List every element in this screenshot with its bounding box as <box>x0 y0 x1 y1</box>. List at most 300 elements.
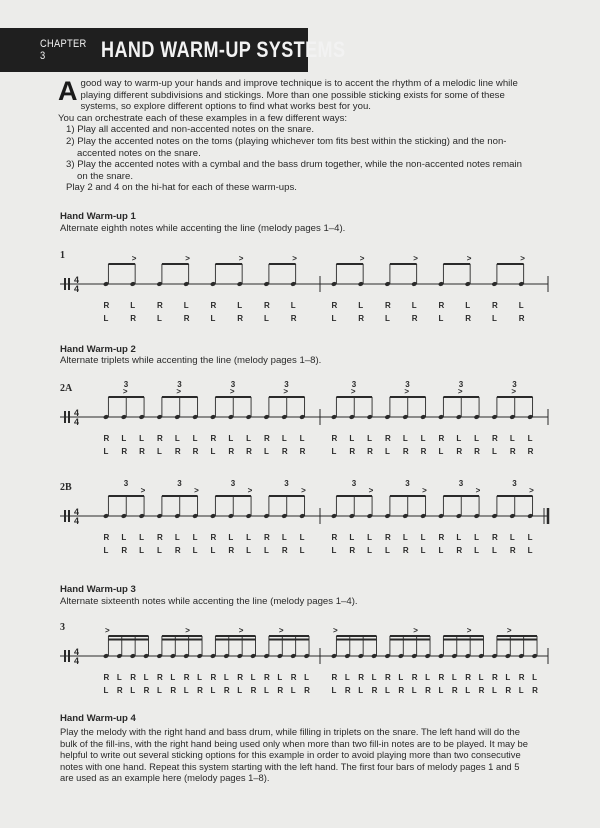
beam <box>215 635 255 637</box>
sticking-bottom: L <box>264 447 269 456</box>
list-item: 1) Play all accented and non-accented notes on the snare. <box>66 124 315 136</box>
sticking-bottom: R <box>358 314 365 323</box>
sticking-top: L <box>174 533 180 542</box>
sticking-top: R <box>157 533 163 542</box>
sticking-top: R <box>518 673 525 682</box>
sticking-bottom: L <box>492 686 497 695</box>
time-signature-bottom: 4 <box>74 516 80 526</box>
sticking-bottom: L <box>264 686 269 695</box>
sticking-bottom: R <box>456 447 463 456</box>
sticking-top: L <box>290 301 296 310</box>
sticking-top: R <box>210 434 217 443</box>
sticking-bottom: R <box>174 546 181 555</box>
percussion-clef <box>64 510 66 522</box>
sticking-bottom: L <box>130 686 136 695</box>
beam <box>162 263 189 265</box>
sticking-top: R <box>290 673 297 682</box>
sticking-top: L <box>509 434 515 443</box>
beam <box>443 396 479 398</box>
beam <box>443 495 479 497</box>
time-signature-top: 4 <box>74 647 80 657</box>
sticking-bottom: R <box>425 686 431 695</box>
sticking-bottom: L <box>103 314 109 323</box>
sticking-top: L <box>281 434 287 443</box>
sticking-bottom: L <box>183 686 189 695</box>
notation-system-3 <box>56 616 556 700</box>
sticking-top: L <box>349 533 355 542</box>
accent-mark: > <box>511 387 517 396</box>
beam <box>497 396 533 398</box>
time-signature-bottom: 4 <box>74 417 80 427</box>
sticking-top: L <box>250 673 256 682</box>
sticking-bottom: R <box>237 314 244 323</box>
sticking-bottom: R <box>474 447 480 456</box>
sticking-top: R <box>157 434 163 443</box>
sticking-bottom: L <box>438 447 444 456</box>
sticking-bottom: R <box>420 447 427 456</box>
accent-mark: > <box>238 626 244 635</box>
sticking-top: R <box>264 301 270 310</box>
sticking-top: R <box>157 301 163 310</box>
chapter-header <box>0 28 346 72</box>
accent-mark: > <box>368 486 374 495</box>
sticking-bottom: R <box>139 447 145 456</box>
sticking-top: L <box>246 533 252 542</box>
sticking-top: L <box>367 434 373 443</box>
sticking-top: L <box>367 533 373 542</box>
sticking-top: R <box>438 533 445 542</box>
sticking-top: L <box>228 434 234 443</box>
sticking-top: L <box>130 301 136 310</box>
sticking-bottom: L <box>385 686 390 695</box>
sticking-top: R <box>331 301 338 310</box>
beam <box>390 263 417 265</box>
sticking-top: L <box>527 434 533 443</box>
sticking-top: L <box>532 673 538 682</box>
sticking-bottom: R <box>509 447 516 456</box>
sticking-top: R <box>210 301 217 310</box>
sticking-top: R <box>492 434 498 443</box>
beam <box>269 396 305 398</box>
sticking-top: R <box>264 673 270 682</box>
warmup-2-title: Hand Warm-up 2 <box>60 344 136 355</box>
drop-cap: A <box>58 76 78 106</box>
beam <box>108 495 144 497</box>
beam <box>269 635 309 637</box>
sticking-bottom: L <box>367 546 373 555</box>
sticking-top: R <box>492 673 498 682</box>
sticking-bottom: L <box>438 686 444 695</box>
sticking-bottom: L <box>210 447 216 456</box>
sticking-bottom: L <box>358 686 364 695</box>
beam <box>269 495 305 497</box>
sticking-top: L <box>402 533 408 542</box>
accent-mark: > <box>105 626 110 635</box>
sticking-bottom: L <box>492 546 497 555</box>
sticking-bottom: R <box>281 447 288 456</box>
system-label: 2A <box>60 383 73 394</box>
sticking-bottom: L <box>264 546 269 555</box>
sticking-bottom: L <box>103 546 109 555</box>
sticking-bottom: L <box>420 546 426 555</box>
warmup-4-title: Hand Warm-up 4 <box>60 713 136 724</box>
sticking-bottom: R <box>228 447 235 456</box>
sticking-top: R <box>492 533 498 542</box>
beam <box>443 635 483 637</box>
sticking-bottom: L <box>438 314 444 323</box>
sticking-top: R <box>385 533 391 542</box>
sticking-top: L <box>192 533 198 542</box>
beam <box>497 263 524 265</box>
sticking-bottom: L <box>192 546 198 555</box>
sticking-top: L <box>170 673 176 682</box>
sticking-top: L <box>456 434 462 443</box>
sticking-bottom: L <box>157 314 162 323</box>
sticking-bottom: L <box>385 447 390 456</box>
sticking-top: L <box>420 533 426 542</box>
sticking-bottom: R <box>183 314 190 323</box>
sticking-bottom: L <box>385 314 390 323</box>
beam <box>443 639 483 641</box>
sticking-bottom: L <box>237 686 243 695</box>
sticking-bottom: R <box>121 546 128 555</box>
sticking-bottom: R <box>456 546 463 555</box>
accent-mark: > <box>140 486 146 495</box>
sticking-top: R <box>103 673 110 682</box>
sticking-bottom: R <box>349 546 356 555</box>
sticking-bottom: L <box>492 314 497 323</box>
sticking-bottom: R <box>143 686 150 695</box>
sticking-top: L <box>121 533 127 542</box>
sticking-top: L <box>299 434 305 443</box>
accent-mark: > <box>413 254 418 263</box>
sticking-top: R <box>465 673 472 682</box>
sticking-bottom: R <box>465 314 472 323</box>
beam <box>215 495 251 497</box>
sticking-bottom: L <box>331 447 337 456</box>
sticking-top: R <box>492 301 498 310</box>
sticking-bottom: L <box>246 546 252 555</box>
sticking-bottom: R <box>250 686 257 695</box>
sticking-bottom: L <box>331 314 337 323</box>
sticking-bottom: R <box>532 686 538 695</box>
beam <box>390 495 426 497</box>
sticking-top: R <box>210 533 217 542</box>
percussion-clef <box>68 650 70 662</box>
sticking-bottom: R <box>281 546 288 555</box>
sticking-bottom: L <box>103 447 109 456</box>
sticking-bottom: R <box>505 686 512 695</box>
accent-mark: > <box>185 254 190 263</box>
sticking-top: L <box>281 533 287 542</box>
accent-mark: > <box>506 626 512 635</box>
warmup-1-title: Hand Warm-up 1 <box>60 211 136 222</box>
sticking-top: R <box>331 533 338 542</box>
sticking-top: L <box>456 533 462 542</box>
tuplet-number: 3 <box>177 479 182 488</box>
sticking-top: L <box>474 434 480 443</box>
percussion-clef <box>68 411 70 423</box>
sticking-top: R <box>103 533 110 542</box>
sticking-bottom: L <box>518 686 524 695</box>
accent-mark: > <box>529 486 534 495</box>
sticking-top: L <box>398 673 404 682</box>
list-item: 2) Play the accented notes on the toms (playing whichever tom fits best within the sticking) and the non-accented notes on the snare. <box>66 135 507 159</box>
sticking-top: L <box>192 434 198 443</box>
percussion-clef <box>68 278 70 290</box>
tuplet-number: 3 <box>405 479 410 488</box>
accent-mark: > <box>292 254 297 263</box>
sticking-top: R <box>438 301 445 310</box>
accent-mark: > <box>359 254 365 263</box>
accent-mark: > <box>229 387 235 396</box>
notation-system-2b <box>56 476 556 560</box>
accent-mark: > <box>247 486 253 495</box>
intro-paragraph: good way to warm-up your hands and improve technique is to accent the rhythm of a melodic line while playing different subdivisions and stickings. More than one possible sticking exists for some of these systems, so explore different options to find what works best for you. <box>80 78 518 113</box>
sticking-bottom: R <box>197 686 203 695</box>
sticking-top: L <box>139 434 145 443</box>
sticking-bottom: L <box>157 686 162 695</box>
beam <box>108 639 148 641</box>
sticking-bottom: R <box>451 686 458 695</box>
sticking-top: L <box>228 533 234 542</box>
sticking-top: R <box>103 434 110 443</box>
tuplet-number: 3 <box>177 380 182 389</box>
accent-mark: > <box>350 387 356 396</box>
sticking-bottom: L <box>290 686 296 695</box>
sticking-top: L <box>478 673 484 682</box>
sticking-bottom: L <box>385 546 390 555</box>
accent-mark: > <box>185 626 190 635</box>
warmup-4-desc: Play the melody with the right hand and bass drum, while filling in triplets on the snare. The left hand will do the bulk of the fill-ins, with the right hand being used only when more than two fill-in notes are to be played. It may be helpful to write out several sticking options for this example in order to avoid playing more than two consecutive notes with one hand. Repeat this system starting with the left hand. The first four bars of melody pages 1 and 5 are used as an example here (melody pages 1–8). <box>60 726 528 784</box>
sticking-bottom: L <box>474 546 480 555</box>
beam <box>336 639 376 641</box>
tuplet-number: 3 <box>458 479 464 488</box>
beam <box>443 263 470 265</box>
sticking-top: L <box>237 301 243 310</box>
accent-mark: > <box>422 486 427 495</box>
sticking-bottom: L <box>438 546 444 555</box>
notation-system-1 <box>56 244 556 328</box>
beam <box>390 639 430 641</box>
sticking-bottom: L <box>331 546 337 555</box>
beam <box>336 635 376 637</box>
sticking-bottom: L <box>465 686 471 695</box>
sticking-bottom: R <box>290 314 297 323</box>
sticking-top: R <box>331 434 338 443</box>
beam <box>162 635 202 637</box>
beam <box>108 635 148 637</box>
sticking-top: L <box>116 673 122 682</box>
tuplet-number: 3 <box>351 479 357 488</box>
time-signature-bottom: 4 <box>74 284 80 294</box>
sticking-bottom: R <box>527 447 534 456</box>
accent-mark: > <box>333 626 338 635</box>
sticking-top: L <box>420 434 426 443</box>
beam <box>215 396 251 398</box>
beam <box>336 396 372 398</box>
percussion-clef <box>64 278 66 290</box>
sticking-top: L <box>139 533 145 542</box>
sticking-bottom: L <box>331 686 337 695</box>
beam <box>497 639 537 641</box>
accent-mark: > <box>466 254 472 263</box>
hihat-text: Play 2 and 4 on the hi-hat for each of these warm-ups. <box>66 182 297 194</box>
sticking-bottom: R <box>371 686 378 695</box>
system-label: 3 <box>60 622 65 633</box>
sticking-top: L <box>121 434 127 443</box>
tuplet-number: 3 <box>123 479 129 488</box>
beam <box>390 635 430 637</box>
beam <box>269 263 296 265</box>
accent-mark: > <box>131 254 137 263</box>
sticking-top: R <box>210 673 217 682</box>
accent-mark: > <box>457 387 463 396</box>
beam <box>336 495 372 497</box>
sticking-bottom: L <box>139 546 145 555</box>
sticking-top: R <box>237 673 244 682</box>
sticking-top: R <box>183 673 190 682</box>
tuplet-number: 3 <box>458 380 464 389</box>
sticking-bottom: R <box>518 314 525 323</box>
tuplet-number: 3 <box>284 479 289 488</box>
tuplet-number: 3 <box>512 479 517 488</box>
sticking-bottom: R <box>121 447 128 456</box>
sticking-top: R <box>385 301 391 310</box>
tuplet-number: 3 <box>512 380 517 389</box>
sticking-top: R <box>385 434 391 443</box>
accent-mark: > <box>301 486 306 495</box>
intro-text <box>58 78 528 194</box>
system-label: 1 <box>60 250 65 261</box>
sticking-top: R <box>385 673 391 682</box>
sticking-top: R <box>264 434 270 443</box>
sticking-bottom: R <box>192 447 199 456</box>
time-signature-top: 4 <box>74 275 80 285</box>
orchestration-list <box>66 124 528 182</box>
accent-mark: > <box>283 387 289 396</box>
sticking-bottom: R <box>246 447 252 456</box>
sticking-top: L <box>223 673 229 682</box>
beam <box>497 635 537 637</box>
sticking-top: R <box>331 673 338 682</box>
warmup-1-desc: Alternate eighth notes while accenting the line (melody pages 1–4). <box>60 223 346 234</box>
sticking-bottom: L <box>210 686 216 695</box>
warmup-2-desc: Alternate triplets while accenting the line (melody pages 1–8). <box>60 355 322 366</box>
sticking-top: L <box>197 673 203 682</box>
tuplet-number: 3 <box>230 380 236 389</box>
percussion-clef <box>64 411 66 423</box>
beam <box>269 639 309 641</box>
sticking-bottom: L <box>103 686 109 695</box>
list-item: 3) Play the accented notes with a cymbal and the bass drum together, while the non-accented notes remain on the snare. <box>66 159 522 182</box>
sticking-top: L <box>451 673 457 682</box>
accent-mark: > <box>278 626 284 635</box>
time-signature-top: 4 <box>74 507 80 517</box>
sticking-bottom: L <box>299 546 305 555</box>
accent-mark: > <box>413 626 418 635</box>
sticking-bottom: R <box>170 686 177 695</box>
sticking-bottom: L <box>264 314 269 323</box>
sticking-top: R <box>438 434 445 443</box>
orchestrate-text: You can orchestrate each of these examples in a few different ways: <box>58 112 348 124</box>
beam <box>108 396 144 398</box>
sticking-bottom: R <box>304 686 310 695</box>
sticking-top: L <box>402 434 408 443</box>
beam <box>390 396 426 398</box>
accent-mark: > <box>238 254 244 263</box>
sticking-top: R <box>130 673 137 682</box>
accent-mark: > <box>176 387 182 396</box>
sticking-top: L <box>411 301 417 310</box>
sticking-bottom: L <box>157 546 162 555</box>
tuplet-number: 3 <box>351 380 357 389</box>
beam <box>336 263 363 265</box>
sticking-top: R <box>157 673 163 682</box>
sticking-top: L <box>304 673 310 682</box>
sticking-bottom: L <box>210 314 216 323</box>
beam <box>162 639 202 641</box>
sticking-top: L <box>465 301 471 310</box>
sticking-top: R <box>411 673 418 682</box>
beam <box>215 263 242 265</box>
tuplet-number: 3 <box>123 380 129 389</box>
beam <box>497 495 533 497</box>
time-signature-top: 4 <box>74 408 80 418</box>
percussion-clef <box>64 650 66 662</box>
chapter-title: HAND WARM-UP SYSTEMS <box>100 37 346 62</box>
sticking-bottom: R <box>174 447 181 456</box>
accent-mark: > <box>404 387 410 396</box>
sticking-top: L <box>505 673 511 682</box>
sticking-top: R <box>358 673 365 682</box>
sticking-bottom: L <box>210 546 216 555</box>
warmup-3-desc: Alternate sixteenth notes while accenting the line (melody pages 1–4). <box>60 596 358 607</box>
sticking-bottom: R <box>367 447 373 456</box>
sticking-top: L <box>527 533 533 542</box>
sticking-top: L <box>246 434 252 443</box>
sticking-top: L <box>358 301 364 310</box>
sticking-top: R <box>103 301 110 310</box>
sticking-top: L <box>143 673 149 682</box>
sticking-bottom: R <box>349 447 356 456</box>
beam <box>108 263 135 265</box>
tuplet-number: 3 <box>284 380 289 389</box>
sticking-bottom: R <box>344 686 351 695</box>
sticking-bottom: R <box>299 447 306 456</box>
sticking-bottom: L <box>411 686 417 695</box>
sticking-bottom: R <box>223 686 230 695</box>
sticking-bottom: R <box>411 314 418 323</box>
accent-mark: > <box>194 486 199 495</box>
sticking-top: L <box>371 673 377 682</box>
sticking-top: L <box>509 533 515 542</box>
sticking-bottom: R <box>228 546 235 555</box>
sticking-bottom: R <box>402 546 409 555</box>
sticking-bottom: R <box>116 686 123 695</box>
system-label: 2B <box>60 482 72 493</box>
sticking-top: L <box>349 434 355 443</box>
accent-mark: > <box>475 486 481 495</box>
tuplet-number: 3 <box>405 380 410 389</box>
sticking-bottom: R <box>398 686 405 695</box>
accent-mark: > <box>520 254 525 263</box>
beam <box>215 639 255 641</box>
time-signature-bottom: 4 <box>74 656 80 666</box>
accent-mark: > <box>466 626 472 635</box>
sticking-bottom: L <box>527 546 533 555</box>
accent-mark: > <box>122 387 128 396</box>
